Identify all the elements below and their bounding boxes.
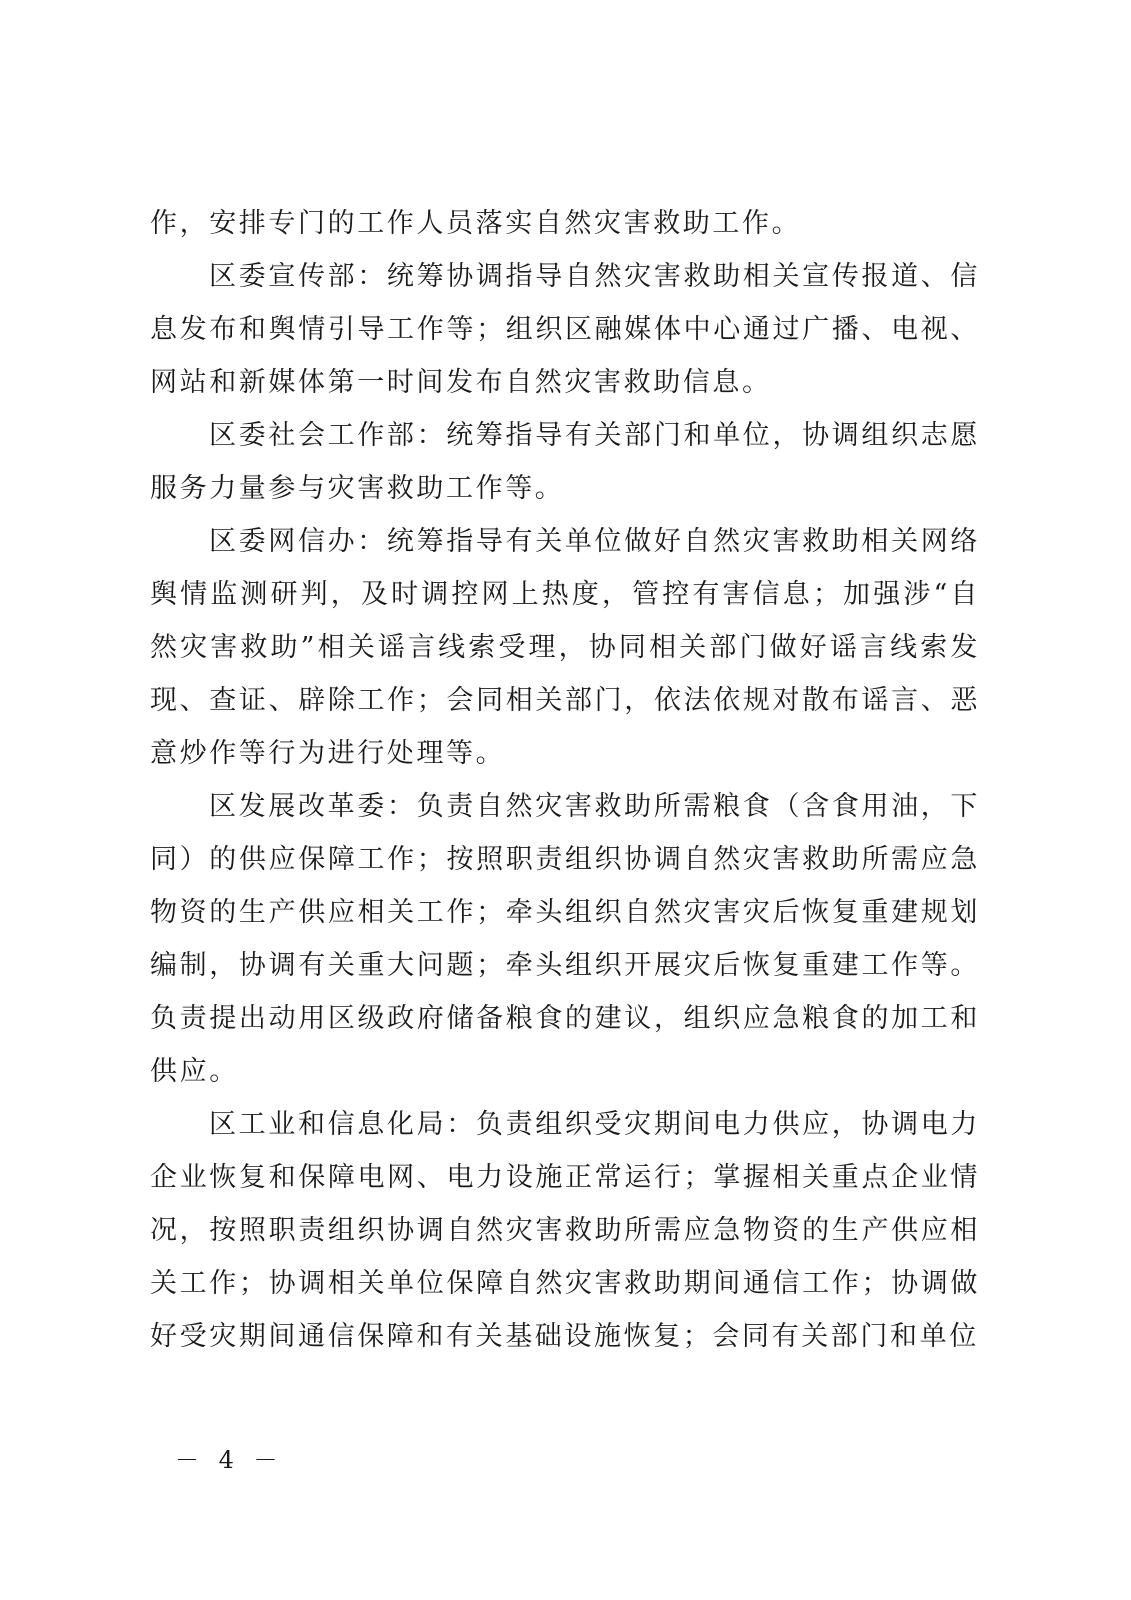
page-number: － 4 － — [175, 1446, 284, 1474]
document-body — [150, 197, 980, 1363]
paragraph-continuation: 作，安排专门的工作人员落实自然灾害救助工作。 — [150, 208, 802, 239]
paragraph-social-work-dept: 区委社会工作部：统筹指导有关部门和单位，协调组织志愿服务力量参与灾害救助工作等。 — [150, 420, 980, 504]
paragraph-industry-it-bureau: 区工业和信息化局：负责组织受灾期间电力供应，协调电力企业恢复和保障电网、电力设施正常运行；掌握相关重点企业情况，按照职责组织协调自然灾害救助所需应急物资的生产供应相关工作；协调相关单位保障自然灾害救助期间通信工作；协调做好受灾期间通信保障和有关基础设施恢复；会同有关部门和单位 — [150, 1109, 980, 1352]
paragraph-propaganda-dept: 区委宣传部：统筹协调指导自然灾害救助相关宣传报道、信息发布和舆情引导工作等；组织区融媒体中心通过广播、电视、网站和新媒体第一时间发布自然灾害救助信息。 — [150, 261, 980, 398]
paragraph-cyberspace-office: 区委网信办：统筹指导有关单位做好自然灾害救助相关网络舆情监测研判，及时调控网上热度，管控有害信息；加强涉“自然灾害救助”相关谣言线索受理，协同相关部门做好谣言线索发现、查证、辟除工作；会同相关部门，依法依规对散布谣言、恶意炒作等行为进行处理等。 — [150, 526, 980, 769]
paragraph-development-reform-commission: 区发展改革委：负责自然灾害救助所需粮食（含食用油，下同）的供应保障工作；按照职责组织协调自然灾害救助所需应急物资的生产供应相关工作；牵头组织自然灾害灾后恢复重建规划编制，协调有关重大问题；牵头组织开展灾后恢复重建工作等。负责提出动用区级政府储备粮食的建议，组织应急粮食的加工和供应。 — [150, 791, 980, 1087]
